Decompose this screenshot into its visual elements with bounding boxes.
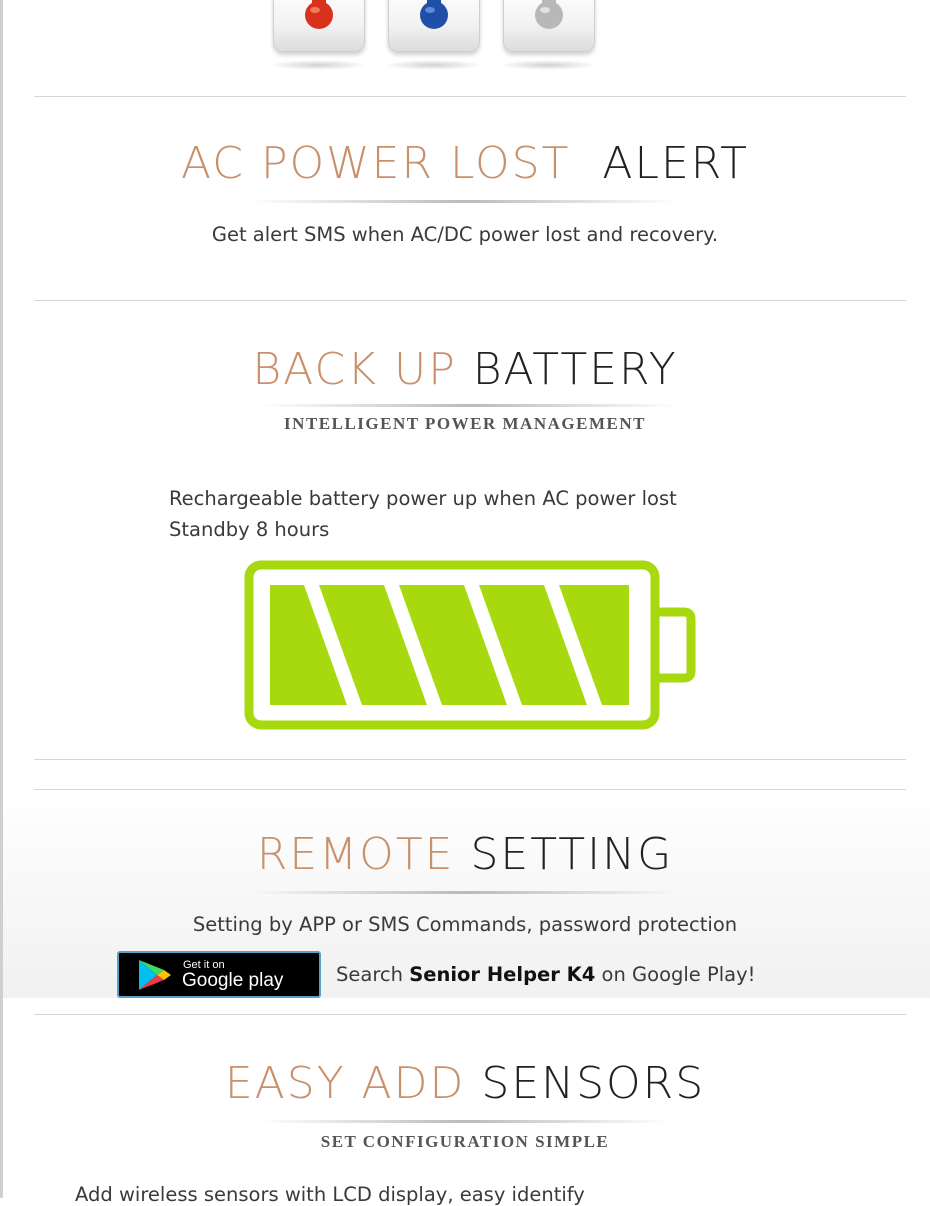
thermometer-shadow <box>383 60 483 70</box>
battery-line-2: Standby 8 hours <box>169 518 330 541</box>
section-divider <box>34 300 906 301</box>
badge-small-text: Get it on <box>183 959 225 971</box>
remote-title <box>0 829 930 880</box>
app-name: Senior Helper K4 <box>409 963 596 986</box>
ac-power-description: Get alert SMS when AC/DC power lost and recovery. <box>211 223 719 246</box>
battery-subtitle: INTELLIGENT POWER MANAGEMENT <box>284 414 646 433</box>
title-highlight: REMOTE <box>256 829 455 880</box>
title-underline <box>250 200 680 203</box>
section-divider <box>34 1014 906 1015</box>
section-divider <box>34 789 906 790</box>
sensors-description: Add wireless sensors with LCD display, easy identify <box>75 1183 585 1206</box>
title-highlight: EASY ADD <box>224 1058 466 1109</box>
thermometer-shadow <box>268 60 368 70</box>
blue-thermometer-icon <box>388 0 480 52</box>
title-dark: SENSORS <box>481 1058 706 1109</box>
thermometer-shadow <box>498 60 598 70</box>
gray-thermometer-icon <box>503 0 595 52</box>
play-search-text <box>336 963 755 986</box>
title-dark: BATTERY <box>472 344 678 395</box>
badge-big-text: Google play <box>182 970 284 991</box>
google-play-icon <box>137 959 173 991</box>
title-underline <box>260 404 680 407</box>
title-underline <box>260 1120 670 1123</box>
title-dark: ALERT <box>602 138 750 189</box>
red-thermometer-icon <box>273 0 365 52</box>
sensors-subtitle: SET CONFIGURATION SIMPLE <box>320 1132 610 1151</box>
google-play-badge[interactable] <box>117 951 321 998</box>
battery-title <box>0 344 930 395</box>
ac-power-title <box>0 138 930 189</box>
title-highlight: AC POWER LOST <box>180 138 571 189</box>
battery-line-1: Rechargeable battery power up when AC power lost <box>169 487 677 510</box>
title-highlight: BACK UP <box>252 344 457 395</box>
search-suffix: on Google Play! <box>595 963 756 986</box>
title-dark: SETTING <box>470 829 674 880</box>
sensors-title <box>0 1058 930 1109</box>
section-divider <box>34 759 906 760</box>
search-prefix: Search <box>336 963 410 986</box>
title-underline <box>250 891 680 894</box>
remote-description: Setting by APP or SMS Commands, password protection <box>192 913 738 936</box>
battery-full-icon <box>244 560 696 730</box>
section-divider <box>34 96 906 97</box>
